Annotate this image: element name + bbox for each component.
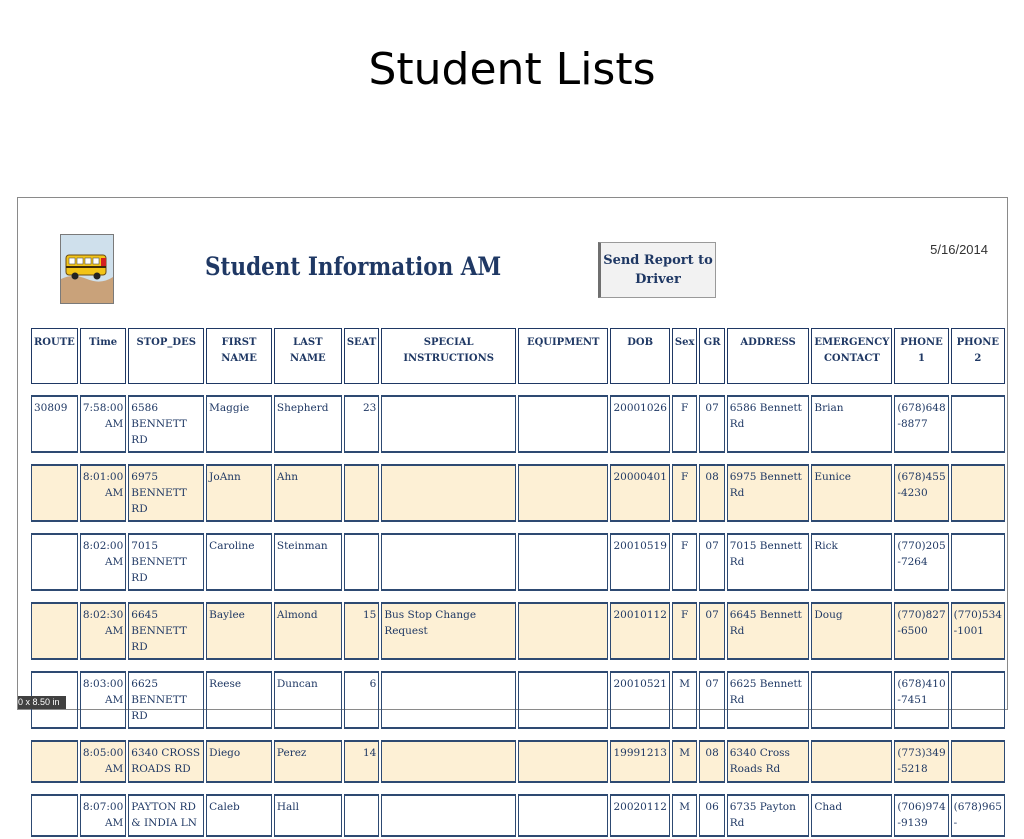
cell-time: 8:05:00 AM	[80, 740, 126, 783]
table-row[interactable]	[31, 671, 1005, 729]
cell-seat: 23	[344, 395, 380, 453]
send-report-button[interactable]: Send Report to Driver	[598, 242, 716, 298]
cell-dob: 20010112	[610, 602, 669, 660]
row-spacer	[31, 662, 1005, 669]
cell-time: 7:58:00 AM	[80, 395, 126, 453]
cell-phone1: (770)827 -6500	[894, 602, 948, 660]
cell-gr: 08	[699, 464, 724, 522]
cell-last: Shepherd	[274, 395, 342, 453]
report-window	[17, 197, 1008, 829]
cell-dob: 20000401	[610, 464, 669, 522]
row-spacer-cell	[31, 731, 1005, 738]
table-row[interactable]	[31, 395, 1005, 453]
page-size-label: 0 x 8.50 in	[18, 696, 66, 709]
cell-gr: 06	[699, 794, 724, 837]
table-row[interactable]	[31, 602, 1005, 660]
cell-route	[31, 464, 78, 522]
column-header: FIRST NAME	[206, 328, 272, 384]
table-header-row	[31, 328, 1005, 384]
cell-dob: 20010521	[610, 671, 669, 729]
cell-first: Diego	[206, 740, 272, 783]
cell-sex: F	[672, 602, 698, 660]
cell-phone2	[951, 533, 1005, 591]
cell-last: Perez	[274, 740, 342, 783]
cell-route	[31, 602, 78, 660]
cell-time: 8:01:00 AM	[80, 464, 126, 522]
column-header: PHONE 2	[951, 328, 1005, 384]
cell-time: 8:07:00 AM	[80, 794, 126, 837]
cell-phone1: (678)410 -7451	[894, 671, 948, 729]
cell-gr: 08	[699, 740, 724, 783]
cell-route	[31, 794, 78, 837]
report-date: 5/16/2014	[930, 242, 988, 257]
cell-seat	[344, 464, 380, 522]
row-spacer-cell	[31, 662, 1005, 669]
slide-title: Student Lists	[368, 44, 656, 95]
cell-route: 30809	[31, 395, 78, 453]
row-spacer	[31, 785, 1005, 792]
cell-seat: 6	[344, 671, 380, 729]
cell-stop: 6586 BENNETT RD	[128, 395, 204, 453]
cell-first: Caleb	[206, 794, 272, 837]
cell-equipment	[518, 395, 608, 453]
cell-instructions	[381, 464, 516, 522]
report-title: Student Information AM	[205, 252, 502, 281]
column-header: GR	[699, 328, 724, 384]
column-header: EQUIPMENT	[518, 328, 608, 384]
row-spacer	[31, 455, 1005, 462]
cell-contact: Brian	[811, 395, 892, 453]
row-spacer-cell	[31, 455, 1005, 462]
row-spacer	[31, 731, 1005, 738]
cell-phone1: (773)349 -5218	[894, 740, 948, 783]
column-header: DOB	[610, 328, 669, 384]
cell-sex: M	[672, 740, 698, 783]
column-header: PHONE 1	[894, 328, 948, 384]
cell-phone2	[951, 395, 1005, 453]
cell-contact	[811, 740, 892, 783]
cell-time: 8:02:00 AM	[80, 533, 126, 591]
cell-time: 8:03:00 AM	[80, 671, 126, 729]
cell-last: Duncan	[274, 671, 342, 729]
cell-gr: 07	[699, 395, 724, 453]
cell-address: 7015 Bennett Rd	[727, 533, 810, 591]
cell-last: Almond	[274, 602, 342, 660]
cell-last: Ahn	[274, 464, 342, 522]
column-header: STOP_DES	[128, 328, 204, 384]
cell-contact	[811, 671, 892, 729]
table-row[interactable]	[31, 464, 1005, 522]
cell-seat	[344, 533, 380, 591]
cell-contact: Chad	[811, 794, 892, 837]
column-header: Sex	[672, 328, 698, 384]
cell-first: Maggie	[206, 395, 272, 453]
cell-last: Steinman	[274, 533, 342, 591]
cell-address: 6340 Cross Roads Rd	[727, 740, 810, 783]
cell-phone2: (770)534 -1001	[951, 602, 1005, 660]
cell-seat	[344, 794, 380, 837]
cell-phone2	[951, 671, 1005, 729]
cell-phone1: (706)974 -9139	[894, 794, 948, 837]
cell-time: 8:02:30 AM	[80, 602, 126, 660]
cell-contact: Doug	[811, 602, 892, 660]
cell-dob: 19991213	[610, 740, 669, 783]
row-spacer-cell	[31, 386, 1005, 393]
cell-address: 6975 Bennett Rd	[727, 464, 810, 522]
cell-stop: 6625 BENNETT RD	[128, 671, 204, 729]
cell-phone2: (678)965 -	[951, 794, 1005, 837]
student-table	[29, 326, 1007, 839]
cell-first: Reese	[206, 671, 272, 729]
cell-first: Baylee	[206, 602, 272, 660]
row-spacer	[31, 524, 1005, 531]
cell-sex: F	[672, 533, 698, 591]
table-row[interactable]	[31, 533, 1005, 591]
cell-stop: 6340 CROSS ROADS RD	[128, 740, 204, 783]
cell-equipment	[518, 671, 608, 729]
cell-seat: 14	[344, 740, 380, 783]
cell-address: 6735 Payton Rd	[727, 794, 810, 837]
cell-dob: 20001026	[610, 395, 669, 453]
cell-gr: 07	[699, 533, 724, 591]
row-spacer-cell	[31, 524, 1005, 531]
cell-phone1: (678)455 -4230	[894, 464, 948, 522]
column-header: ADDRESS	[727, 328, 810, 384]
row-spacer-cell	[31, 593, 1005, 600]
cell-instructions	[381, 533, 516, 591]
cell-sex: M	[672, 671, 698, 729]
column-header: Time	[80, 328, 126, 384]
cell-phone2	[951, 464, 1005, 522]
cell-route	[31, 533, 78, 591]
cell-last: Hall	[274, 794, 342, 837]
cell-first: Caroline	[206, 533, 272, 591]
table-row[interactable]	[31, 794, 1005, 837]
cell-gr: 07	[699, 671, 724, 729]
cell-sex: M	[672, 794, 698, 837]
cell-instructions	[381, 395, 516, 453]
school-bus-icon	[60, 234, 114, 304]
row-spacer	[31, 593, 1005, 600]
cell-stop: 7015 BENNETT RD	[128, 533, 204, 591]
cell-seat: 15	[344, 602, 380, 660]
cell-stop: 6645 BENNETT RD	[128, 602, 204, 660]
table-row[interactable]	[31, 740, 1005, 783]
row-spacer	[31, 386, 1005, 393]
cell-instructions	[381, 671, 516, 729]
column-header: SPECIAL INSTRUCTIONS	[381, 328, 516, 384]
cell-dob: 20010519	[610, 533, 669, 591]
row-spacer-cell	[31, 785, 1005, 792]
cell-phone1: (678)648 -8877	[894, 395, 948, 453]
cell-stop: PAYTON RD & INDIA LN	[128, 794, 204, 837]
cell-equipment	[518, 740, 608, 783]
cell-first: JoAnn	[206, 464, 272, 522]
cell-stop: 6975 BENNETT RD	[128, 464, 204, 522]
cell-gr: 07	[699, 602, 724, 660]
column-header: ROUTE	[31, 328, 78, 384]
cell-address: 6586 Bennett Rd	[727, 395, 810, 453]
cell-contact: Eunice	[811, 464, 892, 522]
cell-equipment	[518, 602, 608, 660]
cell-sex: F	[672, 464, 698, 522]
cell-phone1: (770)205 -7264	[894, 533, 948, 591]
cell-equipment	[518, 464, 608, 522]
cell-phone2	[951, 740, 1005, 783]
cell-equipment	[518, 794, 608, 837]
cell-instructions	[381, 794, 516, 837]
cell-dob: 20020112	[610, 794, 669, 837]
cell-instructions: Bus Stop Change Request	[381, 602, 516, 660]
column-header: EMERGENCY CONTACT	[811, 328, 892, 384]
cell-address: 6645 Bennett Rd	[727, 602, 810, 660]
cell-sex: F	[672, 395, 698, 453]
cell-address: 6625 Bennett Rd	[727, 671, 810, 729]
column-header: SEAT	[344, 328, 380, 384]
cell-contact: Rick	[811, 533, 892, 591]
cell-instructions	[381, 740, 516, 783]
cell-route	[31, 740, 78, 783]
column-header: LAST NAME	[274, 328, 342, 384]
cell-equipment	[518, 533, 608, 591]
